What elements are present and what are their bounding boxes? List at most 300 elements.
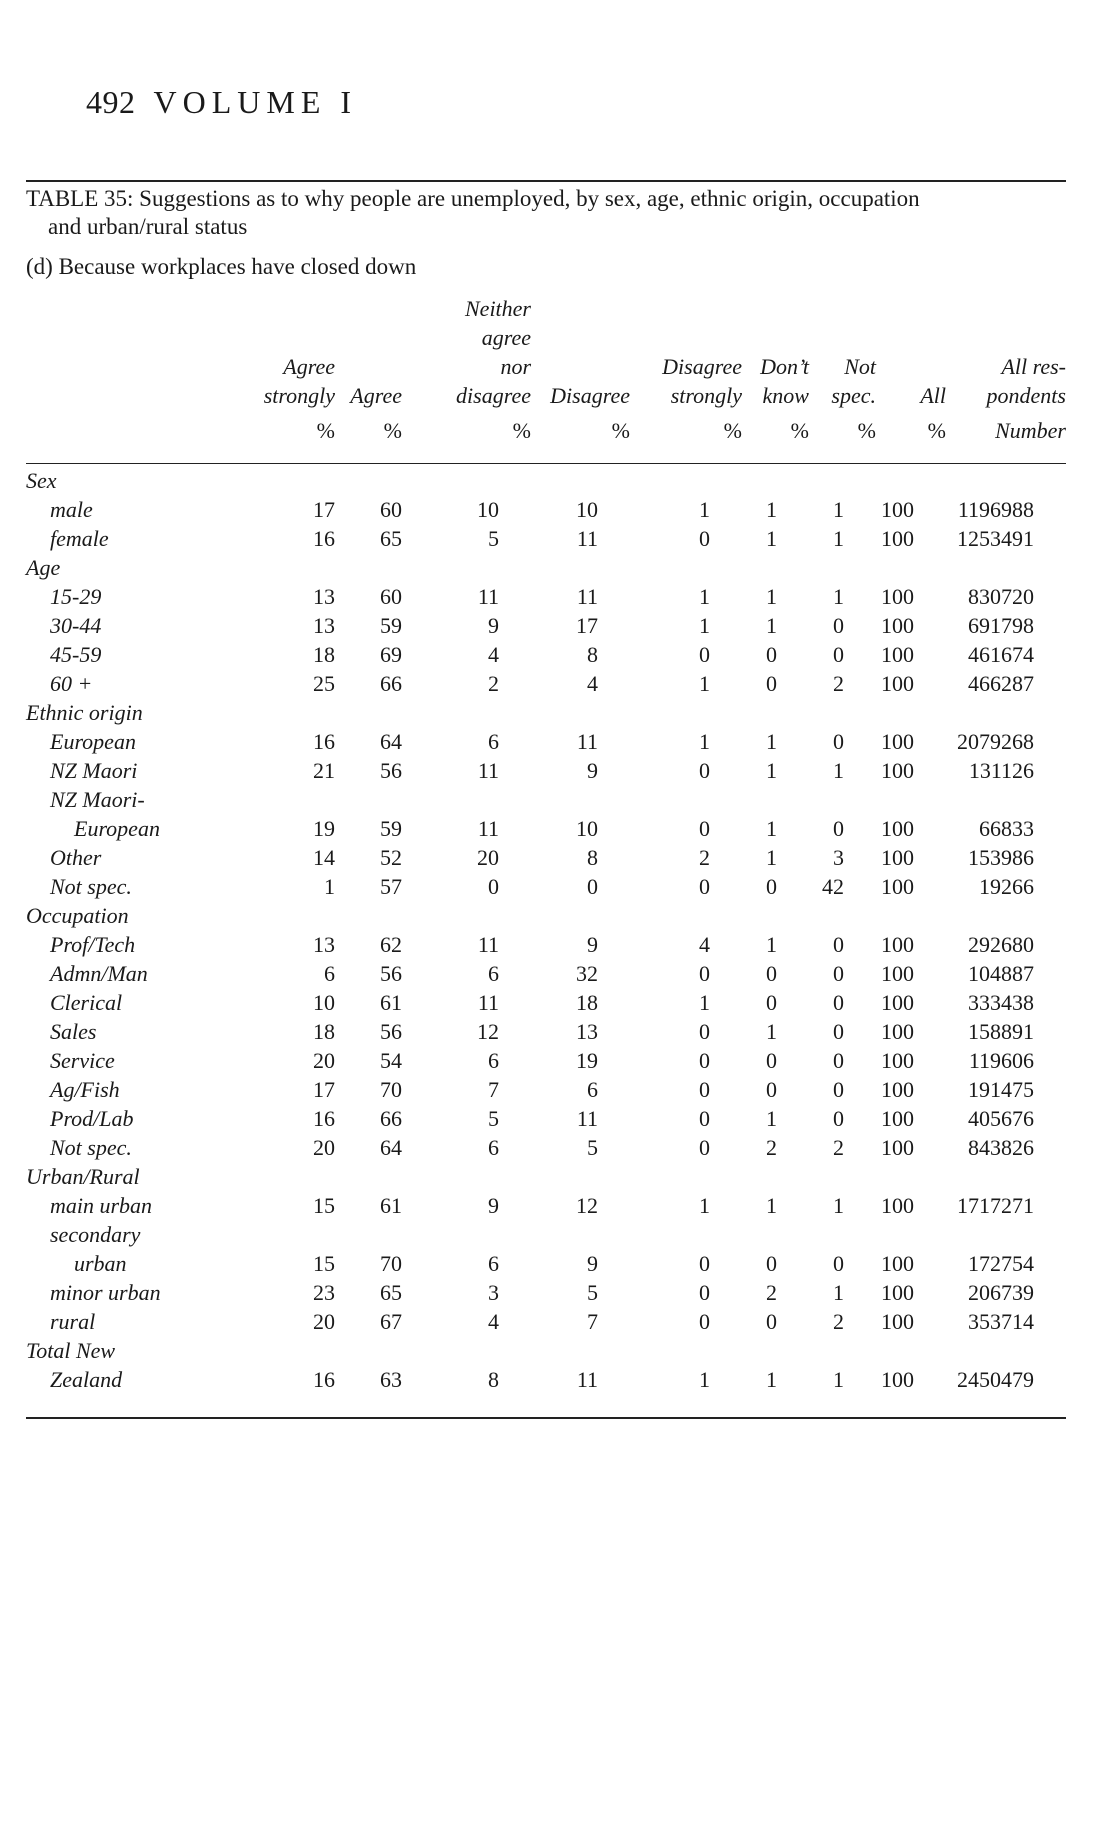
table-cell: 1: [833, 1367, 844, 1392]
table-cell: 6: [587, 1077, 598, 1102]
table-cell: 100: [881, 1251, 914, 1276]
row-label: minor urban: [50, 1280, 161, 1305]
table-cell: [710, 1162, 777, 1191]
row-padding: [1034, 1278, 1066, 1307]
table-cell: 4: [699, 932, 710, 957]
table-cell: 66: [380, 1106, 402, 1131]
table-cell: [402, 1162, 499, 1191]
table-cell: 11: [477, 932, 499, 957]
table-cell: 843826: [968, 1135, 1034, 1160]
table-cell: 0: [699, 1309, 710, 1334]
table-row: [26, 1191, 1066, 1220]
table-cell: 13: [313, 613, 335, 638]
table-cell: [710, 553, 777, 582]
row-padding: [1034, 1017, 1066, 1046]
table-cell: 19: [313, 816, 335, 841]
table-cell: [777, 1220, 844, 1249]
table-cell: 0: [833, 1106, 844, 1131]
row-padding: [1034, 553, 1066, 582]
col-header-all-respondents: [987, 352, 1066, 410]
row-padding: [1034, 1365, 1066, 1394]
table-cell: 0: [766, 671, 777, 696]
table-row: [26, 1046, 1066, 1075]
table-cell: 1: [833, 758, 844, 783]
table-cell: 1: [766, 758, 777, 783]
table-row: [26, 843, 1066, 872]
table-cell: 0: [833, 729, 844, 754]
unit-disagree: %: [611, 418, 630, 443]
row-label: Not spec.: [50, 874, 132, 899]
table-cell: 11: [576, 1367, 598, 1392]
table-cell: [335, 698, 402, 727]
table-cell: 1: [766, 816, 777, 841]
top-rule: [26, 180, 1066, 182]
row-label: main urban: [50, 1193, 153, 1218]
table-cell: 1: [699, 671, 710, 696]
table-cell: 18: [313, 1019, 335, 1044]
table-cell: 131126: [968, 758, 1034, 783]
table-row: [26, 959, 1066, 988]
table-cell: 65: [380, 1280, 402, 1305]
table-cell: 3: [488, 1280, 499, 1305]
table-cell: 17: [576, 613, 598, 638]
unit-agree: %: [383, 418, 402, 443]
table-cell: 57: [380, 874, 402, 899]
table-cell: 5: [587, 1135, 598, 1160]
table-cell: 0: [699, 642, 710, 667]
table-cell: 18: [576, 990, 598, 1015]
table-cell: 10: [477, 497, 499, 522]
col-header-text: Not: [844, 354, 876, 379]
row-padding: [1034, 1336, 1066, 1365]
row-padding: [1034, 843, 1066, 872]
table-group-row: [26, 466, 1066, 495]
table-cell: [499, 698, 598, 727]
table-cell: 1717271: [957, 1193, 1034, 1218]
table-cell: 1: [766, 1106, 777, 1131]
row-padding: [1034, 466, 1066, 495]
table-row: [26, 1365, 1066, 1394]
table-cell: 0: [833, 1048, 844, 1073]
col-header-text: nor: [500, 354, 531, 379]
table-cell: 11: [576, 584, 598, 609]
table-row: [26, 727, 1066, 756]
table-cell: 60: [380, 584, 402, 609]
table-cell: 292680: [968, 932, 1034, 957]
table-row: [26, 1307, 1066, 1336]
table-cell: [499, 466, 598, 495]
table-cell: 0: [766, 1251, 777, 1276]
col-header-text: spec.: [831, 383, 876, 408]
table-cell: [777, 698, 844, 727]
row-padding: [1034, 1220, 1066, 1249]
table-cell: 19266: [979, 874, 1034, 899]
table-cell: 8: [587, 642, 598, 667]
table-cell: [335, 466, 402, 495]
table-cell: 9: [488, 613, 499, 638]
table-cell: 8: [488, 1367, 499, 1392]
row-padding: [1034, 1046, 1066, 1075]
table-cell: 0: [587, 874, 598, 899]
table-cell: 0: [766, 990, 777, 1015]
table-cell: 1: [324, 874, 335, 899]
table-cell: 10: [576, 816, 598, 841]
row-padding: [1034, 901, 1066, 930]
page-header: [86, 84, 357, 121]
table-cell: [914, 553, 1034, 582]
table-cell: 62: [380, 932, 402, 957]
table-row: [26, 640, 1066, 669]
table-cell: 7: [587, 1309, 598, 1334]
table-cell: 0: [766, 961, 777, 986]
table-cell: 2: [833, 1309, 844, 1334]
col-header-text: All: [920, 383, 946, 408]
table-cell: 2: [699, 845, 710, 870]
col-header-all: [920, 381, 946, 410]
table-cell: 9: [587, 932, 598, 957]
table-cell: 333438: [968, 990, 1034, 1015]
table-cell: [335, 1336, 402, 1365]
table-cell: 1: [699, 990, 710, 1015]
table-cell: 100: [881, 961, 914, 986]
row-label: Not spec.: [50, 1135, 132, 1160]
table-cell: 0: [699, 961, 710, 986]
table-cell: 1253491: [957, 526, 1034, 551]
table-cell: 0: [699, 874, 710, 899]
table-cell: 2: [766, 1135, 777, 1160]
table-cell: 100: [881, 932, 914, 957]
table-cell: 191475: [968, 1077, 1034, 1102]
table-cell: 1: [699, 497, 710, 522]
row-padding: [1034, 930, 1066, 959]
table-cell: 1: [766, 1193, 777, 1218]
group-label: Age: [26, 555, 61, 580]
table-cell: [263, 553, 335, 582]
table-cell: 405676: [968, 1106, 1034, 1131]
row-padding: [1034, 785, 1066, 814]
table-caption: [26, 185, 1066, 241]
table-group-row: [26, 901, 1066, 930]
table-cell: 0: [833, 816, 844, 841]
table-cell: 2: [766, 1280, 777, 1305]
table-cell: [914, 698, 1034, 727]
table-cell: 6: [488, 1135, 499, 1160]
table-cell: [335, 1162, 402, 1191]
table-cell: 0: [833, 1019, 844, 1044]
table-cell: 1: [766, 526, 777, 551]
table-cell: 61: [380, 990, 402, 1015]
table-row: [26, 872, 1066, 901]
row-label: 60 +: [50, 671, 93, 696]
table-cell: [844, 785, 914, 814]
table-cell: 119606: [968, 1048, 1034, 1073]
table-cell: 70: [380, 1251, 402, 1276]
row-padding: [1034, 814, 1066, 843]
unit-number: Number: [995, 418, 1066, 443]
group-label: Sex: [26, 468, 57, 493]
table-cell: 2079268: [957, 729, 1034, 754]
row-label: female: [50, 526, 109, 551]
unit-neither: %: [512, 418, 531, 443]
table-cell: 1: [766, 845, 777, 870]
table-cell: 100: [881, 1048, 914, 1073]
table-cell: 59: [380, 613, 402, 638]
row-label: European: [74, 816, 160, 841]
row-label: Admn/Man: [50, 961, 148, 986]
table-cell: 104887: [968, 961, 1034, 986]
col-header-text: strongly: [670, 383, 742, 408]
table-cell: [335, 553, 402, 582]
table-cell: 1: [766, 1367, 777, 1392]
table-cell: [777, 553, 844, 582]
table-cell: 66833: [979, 816, 1034, 841]
table-cell: [402, 1336, 499, 1365]
table-cell: [598, 1220, 710, 1249]
table-cell: 153986: [968, 845, 1034, 870]
row-label: Sales: [50, 1019, 97, 1044]
table-cell: [402, 785, 499, 814]
row-label: Ag/Fish: [50, 1077, 120, 1102]
col-header-text: Disagree: [550, 383, 630, 408]
table-body: [26, 466, 1066, 1394]
bottom-rule: [26, 1417, 1066, 1419]
table-cell: 11: [576, 729, 598, 754]
table-row: [26, 582, 1066, 611]
col-header-agree-strongly: [264, 352, 335, 410]
table-cell: [598, 1162, 710, 1191]
table-cell: [710, 785, 777, 814]
table-cell: 13: [313, 932, 335, 957]
table-cell: 100: [881, 497, 914, 522]
table-cell: [914, 1162, 1034, 1191]
row-label: Prod/Lab: [50, 1106, 134, 1131]
table-cell: 17: [313, 497, 335, 522]
row-padding: [1034, 988, 1066, 1017]
table-cell: 0: [699, 1106, 710, 1131]
table-cell: [402, 553, 499, 582]
table-cell: 100: [881, 1135, 914, 1160]
table-cell: 1: [833, 1280, 844, 1305]
table-cell: 2: [833, 1135, 844, 1160]
row-label: secondary: [50, 1222, 141, 1247]
col-header-dont-know: [760, 352, 809, 410]
table-cell: [844, 1220, 914, 1249]
row-padding: [1034, 1104, 1066, 1133]
table-row: [26, 1017, 1066, 1046]
table-cell: [914, 785, 1034, 814]
table-row: [26, 1249, 1066, 1278]
table-cell: 0: [766, 1048, 777, 1073]
row-label: rural: [50, 1309, 96, 1334]
table-cell: 1: [766, 932, 777, 957]
row-padding: [1034, 1249, 1066, 1278]
table-cell: 1: [699, 584, 710, 609]
row-label: Service: [50, 1048, 115, 1073]
table-cell: 1: [699, 729, 710, 754]
table-cell: 206739: [968, 1280, 1034, 1305]
table-cell: 56: [380, 1019, 402, 1044]
group-label: Occupation: [26, 903, 129, 928]
table-cell: [777, 785, 844, 814]
row-label: Other: [50, 845, 102, 870]
table-cell: [402, 698, 499, 727]
table-cell: 100: [881, 816, 914, 841]
table-cell: 0: [833, 932, 844, 957]
table-cell: 42: [822, 874, 844, 899]
row-padding: [1034, 669, 1066, 698]
table-cell: [263, 1220, 335, 1249]
table-cell: [710, 1336, 777, 1365]
table-cell: 9: [587, 1251, 598, 1276]
table-cell: 16: [313, 526, 335, 551]
unit-dont-know: %: [790, 418, 809, 443]
col-header-text: Disagree: [662, 354, 742, 379]
row-label: 30-44: [50, 613, 102, 638]
row-label: Clerical: [50, 990, 123, 1015]
col-header-text: pondents: [986, 383, 1066, 408]
table-cell: 4: [488, 642, 499, 667]
table-row: [26, 814, 1066, 843]
col-header-not-spec: [831, 352, 876, 410]
table-cell: 6: [324, 961, 335, 986]
table-cell: 0: [699, 816, 710, 841]
table-cell: 7: [488, 1077, 499, 1102]
table-row: [26, 988, 1066, 1017]
data-table: [26, 466, 1066, 1394]
row-padding: [1034, 1162, 1066, 1191]
table-cell: [914, 1336, 1034, 1365]
table-cell: 100: [881, 1309, 914, 1334]
table-cell: 60: [380, 497, 402, 522]
table-cell: 64: [380, 729, 402, 754]
row-padding: [1034, 524, 1066, 553]
table-cell: [914, 901, 1034, 930]
table-cell: 0: [699, 1251, 710, 1276]
row-padding: [1034, 1075, 1066, 1104]
page-number: 492: [86, 84, 136, 120]
table-cell: 100: [881, 642, 914, 667]
header-rule: [26, 463, 1066, 464]
table-cell: 5: [488, 526, 499, 551]
table-cell: 6: [488, 961, 499, 986]
table-row: [26, 669, 1066, 698]
table-cell: 100: [881, 1193, 914, 1218]
table-cell: 0: [699, 1077, 710, 1102]
table-cell: [335, 1220, 402, 1249]
table-cell: [598, 553, 710, 582]
table-row: [26, 611, 1066, 640]
table-cell: 100: [881, 526, 914, 551]
table-cell: 12: [477, 1019, 499, 1044]
table-cell: 158891: [968, 1019, 1034, 1044]
table-cell: 0: [699, 1048, 710, 1073]
table-group-row: [26, 698, 1066, 727]
table-cell: [710, 698, 777, 727]
table-cell: 8: [587, 845, 598, 870]
table-cell: 1: [833, 584, 844, 609]
unit-agree-strongly: %: [316, 418, 335, 443]
table-cell: 20: [313, 1048, 335, 1073]
caption-line-1: TABLE 35: Suggestions as to why people are unemployed, by sex, age, ethnic origin, occupation: [26, 186, 920, 211]
row-label: 45-59: [50, 642, 102, 667]
table-cell: [499, 785, 598, 814]
table-cell: [499, 553, 598, 582]
table-cell: [777, 466, 844, 495]
row-padding: [1034, 698, 1066, 727]
table-cell: 0: [766, 642, 777, 667]
table-cell: [598, 785, 710, 814]
table-cell: 10: [576, 497, 598, 522]
table-cell: 56: [380, 758, 402, 783]
table-cell: [598, 1336, 710, 1365]
col-header-text: know: [762, 383, 809, 408]
table-row: [26, 495, 1066, 524]
table-cell: 0: [699, 758, 710, 783]
table-cell: [402, 466, 499, 495]
table-cell: [598, 901, 710, 930]
table-cell: 0: [699, 526, 710, 551]
table-cell: 5: [488, 1106, 499, 1131]
col-header-disagree: [550, 381, 630, 410]
table-cell: [844, 1162, 914, 1191]
row-padding: [1034, 611, 1066, 640]
table-cell: 0: [833, 961, 844, 986]
table-cell: 16: [313, 729, 335, 754]
table-cell: 1: [766, 497, 777, 522]
table-cell: 1: [833, 497, 844, 522]
table-cell: 66: [380, 671, 402, 696]
table-group-row: [26, 1336, 1066, 1365]
table-cell: 691798: [968, 613, 1034, 638]
table-cell: 100: [881, 1367, 914, 1392]
table-cell: [402, 1220, 499, 1249]
table-cell: [777, 1336, 844, 1365]
table-cell: 5: [587, 1280, 598, 1305]
table-cell: 70: [380, 1077, 402, 1102]
table-cell: [263, 1162, 335, 1191]
table-cell: 1: [833, 526, 844, 551]
table-cell: 69: [380, 642, 402, 667]
table-cell: 0: [699, 1019, 710, 1044]
table-cell: 1: [699, 1193, 710, 1218]
row-padding: [1034, 1133, 1066, 1162]
table-cell: 1: [833, 1193, 844, 1218]
table-cell: 23: [313, 1280, 335, 1305]
table-cell: [263, 785, 335, 814]
caption-line-2: and urban/rural status: [48, 214, 248, 239]
table-cell: 6: [488, 1048, 499, 1073]
group-label: Total New: [26, 1338, 116, 1363]
table-cell: 15: [313, 1251, 335, 1276]
table-cell: [710, 466, 777, 495]
table-cell: 100: [881, 1019, 914, 1044]
table-cell: 353714: [968, 1309, 1034, 1334]
row-label: 15-29: [50, 584, 102, 609]
col-header-neither: [456, 294, 531, 410]
row-label: Zealand: [50, 1367, 123, 1392]
table-cell: 0: [833, 1251, 844, 1276]
table-cell: 13: [576, 1019, 598, 1044]
row-padding: [1034, 1191, 1066, 1220]
table-cell: 14: [313, 845, 335, 870]
table-cell: 1: [699, 1367, 710, 1392]
col-header-text: Neither: [465, 296, 531, 321]
row-padding: [1034, 1307, 1066, 1336]
table-cell: 0: [833, 1077, 844, 1102]
table-cell: 17: [313, 1077, 335, 1102]
table-row: [26, 1104, 1066, 1133]
table-cell: 100: [881, 729, 914, 754]
